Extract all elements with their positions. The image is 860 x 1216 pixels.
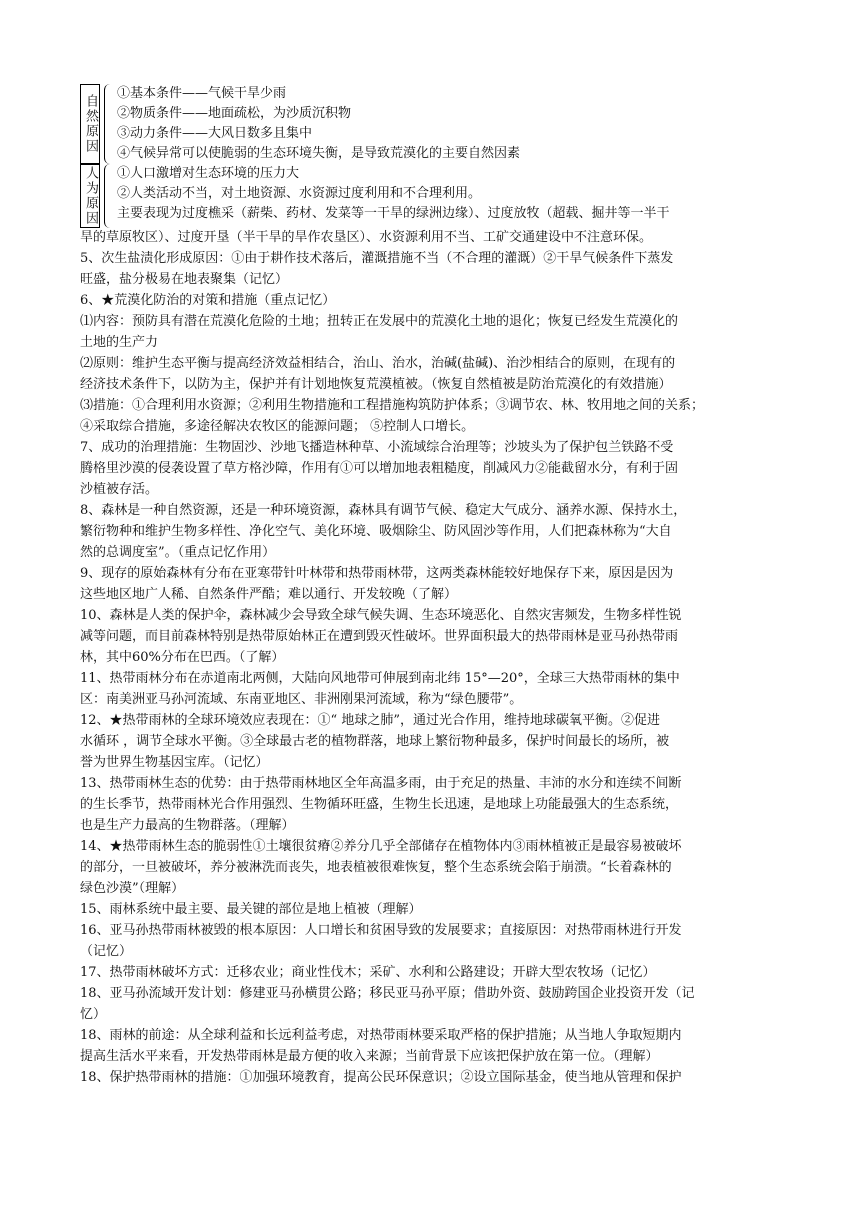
paragraph-line: 旺盛，盐分极易在地表聚集（记忆） xyxy=(80,272,289,287)
paragraph-line: 然的总调度室”。（重点记忆作用） xyxy=(80,545,276,560)
paragraph xyxy=(80,962,780,983)
paragraph-line: 6、★荒漠化防治的对策和措施（重点记忆） xyxy=(80,293,336,308)
paragraph-list xyxy=(80,248,780,1088)
paragraph xyxy=(80,563,780,605)
human-causes-block xyxy=(80,164,780,228)
paragraph-line: 沙植被存活。 xyxy=(80,482,159,497)
paragraph xyxy=(80,1025,780,1067)
paragraph-line: ⑵原则：维护生态平衡与提高经济效益相结合，治山、治水，治碱(盐碱)、治沙相结合的原则，在现有的 xyxy=(80,356,676,371)
paragraph-line: 12、★热带雨林的全球环境效应表现在：①“ 地球之肺”，通过光合作用，维持地球碳氧平衡。②促进 xyxy=(80,713,660,728)
human-causes-label: 人为原因 xyxy=(80,164,100,228)
paragraph-line: 减等问题，而目前森林特别是热带原始林正在遭到毁灭性破坏。世界面积最大的热带雨林是亚马孙热带雨 xyxy=(80,629,679,644)
paragraph xyxy=(80,395,780,437)
paragraph-line: 腾格里沙漠的侵袭设置了草方格沙障，作用有①可以增加地表粗糙度，削减风力②能截留水分，有利于固 xyxy=(80,461,679,476)
paragraph-line: ④采取综合措施，多途径解决农牧区的能源问题； ⑤控制人口增长。 xyxy=(80,419,475,434)
paragraph-line: 5、次生盐渍化形成原因：①由于耕作技术落后，灌溉措施不当（不合理的灌溉）②干旱气候条件下蒸发 xyxy=(80,251,674,266)
list-item: 主要表现为过度樵采（薪柴、药材、发菜等一干旱的绿洲边缘）、过度放牧（超载、掘井等一半干 xyxy=(117,206,670,221)
paragraph-line: 18、保护热带雨林的措施：①加强环境教育，提高公民环保意识；②设立国际基金，使当地从管理和保护 xyxy=(80,1070,682,1085)
paragraph xyxy=(80,710,780,773)
paragraph-line: （记忆） xyxy=(80,944,133,959)
paragraph-line: 13、热带雨林生态的优势：由于热带雨林地区全年高温多雨，由于充足的热量、丰沛的水分和连续不间断 xyxy=(80,776,682,791)
paragraph xyxy=(80,899,780,920)
paragraph-line: 18、亚马孙流域开发计划：修建亚马孙横贯公路；移民亚马孙平原；借助外资、鼓励跨国企业投资开发（记 xyxy=(80,986,695,1001)
brace xyxy=(104,84,115,164)
paragraph-line: 16、亚马孙热带雨林被毁的根本原因：人口增长和贫困导致的发展要求；直接原因：对热带雨林进行开发 xyxy=(80,923,682,938)
paragraph xyxy=(80,983,780,1025)
list-item: ①基本条件——气候干旱少雨 xyxy=(117,86,287,101)
paragraph-line: 8、森林是一种自然资源，还是一种环境资源，森林具有调节气候、稳定大气成分、涵养水源、保持水土， xyxy=(80,503,687,518)
paragraph-line: 忆） xyxy=(80,1007,107,1022)
list-item: ②人类活动不当，对土地资源、水资源过度利用和不合理利用。 xyxy=(117,186,482,201)
list-item: ①人口激增对生态环境的压力大 xyxy=(117,166,300,181)
paragraph-line: 经济技术条件下，以防为主，保护并有计划地恢复荒漠植被。（恢复自然植被是防治荒漠化的有效措施） xyxy=(80,377,672,392)
paragraph-line: 11、热带雨林分布在赤道南北两侧，大陆向风地带可伸展到南北纬 15°—20°，全球三大热带雨林的集中 xyxy=(80,671,680,686)
paragraph xyxy=(80,836,780,899)
paragraph-line: 林，其中60%分布在巴西。（了解） xyxy=(80,650,285,665)
list-item-continuation: 旱的草原牧区）、过度开垦（半干旱的旱作农垦区）、水资源利用不当、工矿交通建设中不注意环保。 xyxy=(80,230,653,245)
paragraph-line: ⑶措施：①合理利用水资源；②利用生物措施和工程措施构筑防护体系；③调节农、林、牧用地之间的关系； xyxy=(80,398,705,413)
document-page xyxy=(80,84,780,1088)
paragraph-line: 9、现存的原始森林有分布在亚寒带针叶林带和热带雨林带，这两类森林能较好地保存下来，原因是因为 xyxy=(80,566,674,581)
paragraph-line: 提高生活水平来看，开发热带雨林是最方便的收入来源；当前背景下应该把保护放在第一位。（理解） xyxy=(80,1049,659,1064)
paragraph xyxy=(80,605,780,668)
list-item: ②物质条件——地面疏松，为沙质沉积物 xyxy=(117,106,352,121)
paragraph-line: 7、成功的治理措施：生物固沙、沙地飞播造林种草、小流域综合治理等；沙坡头为了保护包兰铁路不受 xyxy=(80,440,674,455)
paragraph xyxy=(80,437,780,500)
human-causes-list xyxy=(117,164,780,228)
paragraph-line: 10、森林是人类的保护伞，森林减少会导致全球气候失调、生态环境恶化、自然灾害频发，生物多样性锐 xyxy=(80,608,682,623)
paragraph-line: 土地的生产力 xyxy=(80,335,159,350)
paragraph-line: 也是生产力最高的生物群落。（理解） xyxy=(80,818,295,833)
paragraph-line: 15、雨林系统中最主要、最关键的部位是地上植被（理解） xyxy=(80,902,422,917)
paragraph xyxy=(80,920,780,962)
list-item: ③动力条件——大风日数多且集中 xyxy=(117,126,313,141)
paragraph-line: 绿色沙漠”（理解） xyxy=(80,881,185,896)
paragraph xyxy=(80,290,780,311)
paragraph xyxy=(80,500,780,563)
paragraph-line: 这些地区地广人稀、自然条件严酷；难以通行、开发较晚（了解） xyxy=(80,587,458,602)
paragraph xyxy=(80,311,780,353)
paragraph-line: ⑴内容：预防具有潜在荒漠化危险的土地；扭转正在发展中的荒漠化土地的退化；恢复已经发生荒漠化的 xyxy=(80,314,679,329)
paragraph xyxy=(80,668,780,710)
paragraph-line: 17、热带雨林破坏方式：迁移农业；商业性伐木；采矿、水利和公路建设；开辟大型农牧场（记忆） xyxy=(80,965,656,980)
paragraph-line: 14、★热带雨林生态的脆弱性①土壤很贫瘠②养分几乎全部储存在植物体内③雨林植被正是最容易被破坏 xyxy=(80,839,682,854)
paragraph-line: 区：南美洲亚马孙河流域、东南亚地区、非洲刚果河流域，称为“绿色腰带”。 xyxy=(80,692,523,707)
brace xyxy=(104,164,115,228)
list-item: ④气候异常可以使脆弱的生态环境失衡，是导致荒漠化的主要自然因素 xyxy=(117,146,521,161)
paragraph-line: 的生长季节，热带雨林光合作用强烈、生物循环旺盛，生物生长迅速，是地球上功能最强大的生态系统， xyxy=(80,797,679,812)
paragraph-line: 繁衍物种和维护生物多样性、净化空气、美化环境、吸烟除尘、防风固沙等作用，人们把森林称为“大自 xyxy=(80,524,672,539)
paragraph-line: 誉为世界生物基因宝库。（记忆） xyxy=(80,755,269,770)
paragraph xyxy=(80,248,780,290)
natural-causes-label: 自然原因 xyxy=(80,84,100,164)
paragraph xyxy=(80,353,780,395)
paragraph xyxy=(80,1067,780,1088)
natural-causes-list xyxy=(117,84,780,164)
paragraph-line: 水循环 ，调节全球水平衡。③全球最古老的植物群落，地球上繁衍物种最多，保护时间最长的场所，被 xyxy=(80,734,670,749)
natural-causes-block xyxy=(80,84,780,164)
paragraph-line: 的部分，一旦被破坏，养分被淋洗而丧失，地表植被很难恢复，整个生态系统会陷于崩溃。“长着森林的 xyxy=(80,860,672,875)
paragraph-line: 18、雨林的前途：从全球利益和长远利益考虑，对热带雨林要采取严格的保护措施；从当地人争取短期内 xyxy=(80,1028,682,1043)
paragraph xyxy=(80,773,780,836)
